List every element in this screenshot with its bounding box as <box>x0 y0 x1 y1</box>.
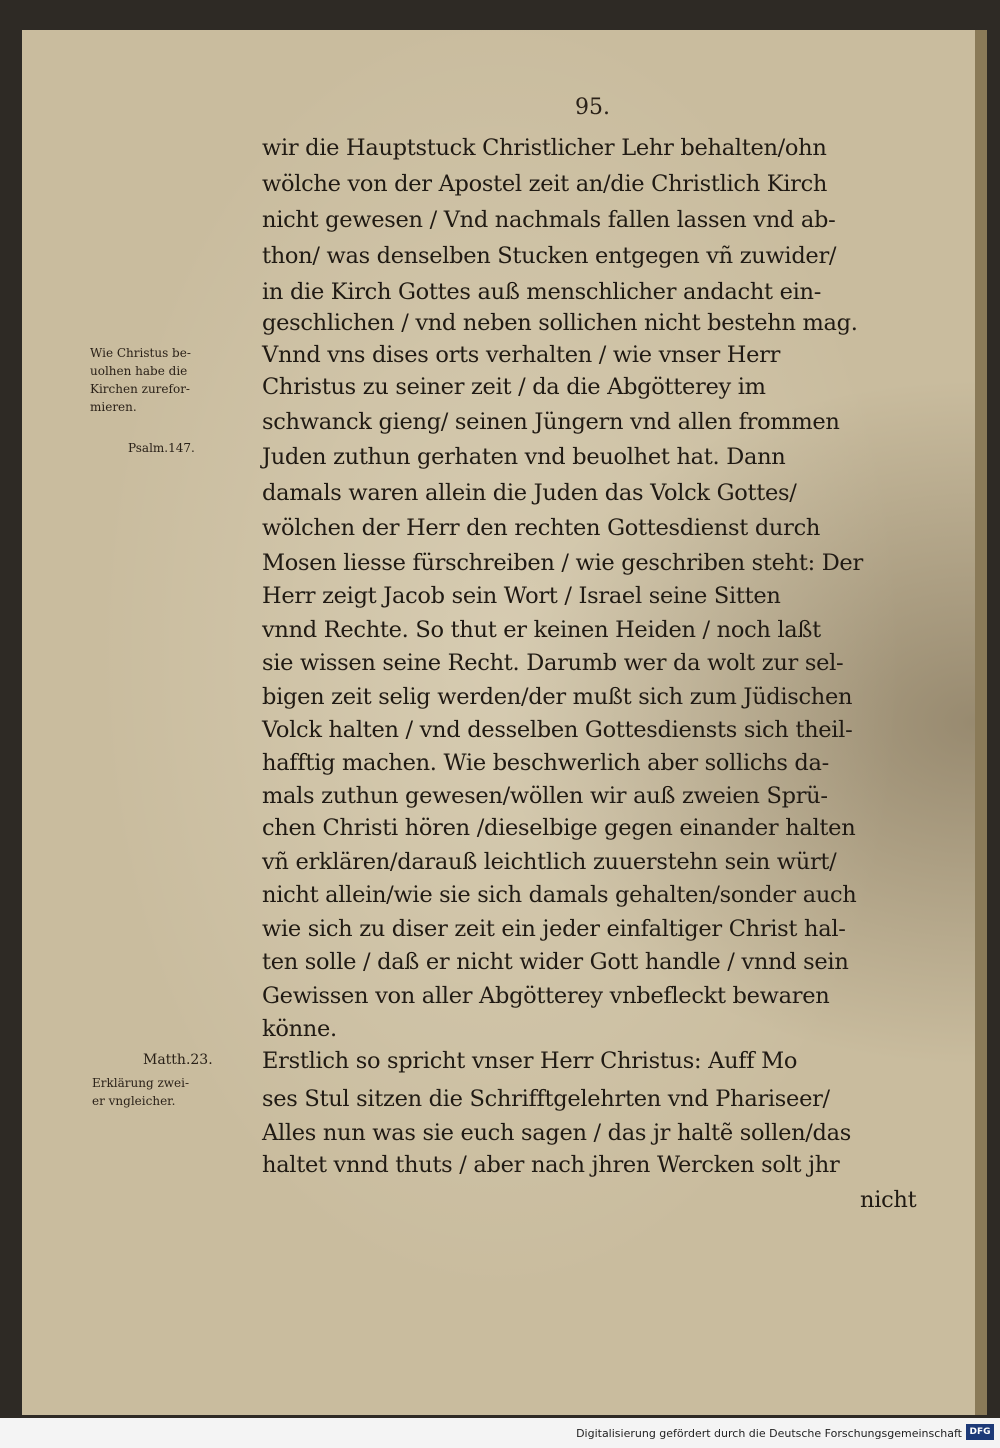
margin-note: Wie Christus be- <box>90 346 191 360</box>
text-line: nicht gewesen / Vnd nachmals fallen lassen vnd ab- <box>262 207 836 233</box>
text-line: Alles nun was sie euch sagen / das jr haltẽ sollen/das <box>262 1120 852 1146</box>
text-line: geschlichen / vnd neben sollichen nicht bestehn mag. <box>262 310 858 336</box>
text-line: hafftig machen. Wie beschwerlich aber sollichs da- <box>262 750 829 776</box>
footer-credit: Digitalisierung gefördert durch die Deutsche Forschungsgemeinschaft <box>576 1427 962 1440</box>
text-line: Christus zu seiner zeit / da die Abgötterey im <box>262 374 766 400</box>
text-line: damals waren allein die Juden das Volck Gottes/ <box>262 480 797 506</box>
text-line: wölche von der Apostel zeit an/die Christlich Kirch <box>262 171 828 197</box>
text-line: chen Christi hören /dieselbige gegen einander halten <box>262 815 856 841</box>
text-line: Juden zuthun gerhaten vnd beuolhet hat. Dann <box>262 444 786 470</box>
text-line: mals zuthun gewesen/wöllen wir auß zweien Sprü- <box>262 783 828 809</box>
dfg-logo: DFG <box>966 1424 994 1440</box>
margin-note-psalm: Psalm.147. <box>128 441 195 455</box>
text-line: vnnd Rechte. So thut er keinen Heiden / noch laßt <box>262 617 821 643</box>
margin-note: er vngleicher. <box>92 1094 176 1108</box>
catchword: nicht <box>860 1187 917 1213</box>
margin-note-matth: Matth.23. <box>143 1052 213 1068</box>
text-line: könne. <box>262 1016 337 1042</box>
text-line: Herr zeigt Jacob sein Wort / Israel seine Sitten <box>262 583 781 609</box>
text-line: nicht allein/wie sie sich damals gehalten/sonder auch <box>262 882 857 908</box>
text-line: bigen zeit selig werden/der mußt sich zum Jüdischen <box>262 684 853 710</box>
text-line: Erstlich so spricht vnser Herr Christus: Auff Mo <box>262 1048 798 1074</box>
text-line: Gewissen von aller Abgötterey vnbefleckt bewaren <box>262 983 830 1009</box>
text-line: Volck halten / vnd desselben Gottesdiensts sich theil- <box>262 717 853 743</box>
text-line: vñ erklären/darauß leichtlich zuuerstehn sein würt/ <box>262 849 837 875</box>
text-line: in die Kirch Gottes auß menschlicher andacht ein- <box>262 279 822 305</box>
margin-note: Kirchen zurefor- <box>90 382 190 396</box>
text-line: sie wissen seine Recht. Darumb wer da wolt zur sel- <box>262 650 844 676</box>
text-line: ses Stul sitzen die Schrifftgelehrten vnd Phariseer/ <box>262 1086 830 1112</box>
text-line: thon/ was denselben Stucken entgegen vñ zuwider/ <box>262 243 837 269</box>
text-line: Vnnd vns dises orts verhalten / wie vnser Herr <box>262 342 781 368</box>
margin-note: mieren. <box>90 400 137 414</box>
text-line: haltet vnnd thuts / aber nach jhren Wercken solt jhr <box>262 1152 840 1178</box>
text-line: wir die Hauptstuck Christlicher Lehr behalten/ohn <box>262 135 827 161</box>
margin-note: Erklärung zwei- <box>92 1076 190 1090</box>
text-line: ten solle / daß er nicht wider Gott handle / vnnd sein <box>262 949 849 975</box>
text-line: Mosen liesse fürschreiben / wie geschriben steht: Der <box>262 550 863 576</box>
page-number: 95. <box>575 95 610 120</box>
text-line: wie sich zu diser zeit ein jeder einfaltiger Christ hal- <box>262 916 846 942</box>
margin-note: uolhen habe die <box>90 364 188 378</box>
text-line: schwanck gieng/ seinen Jüngern vnd allen frommen <box>262 409 840 435</box>
text-line: wölchen der Herr den rechten Gottesdienst durch <box>262 515 821 541</box>
